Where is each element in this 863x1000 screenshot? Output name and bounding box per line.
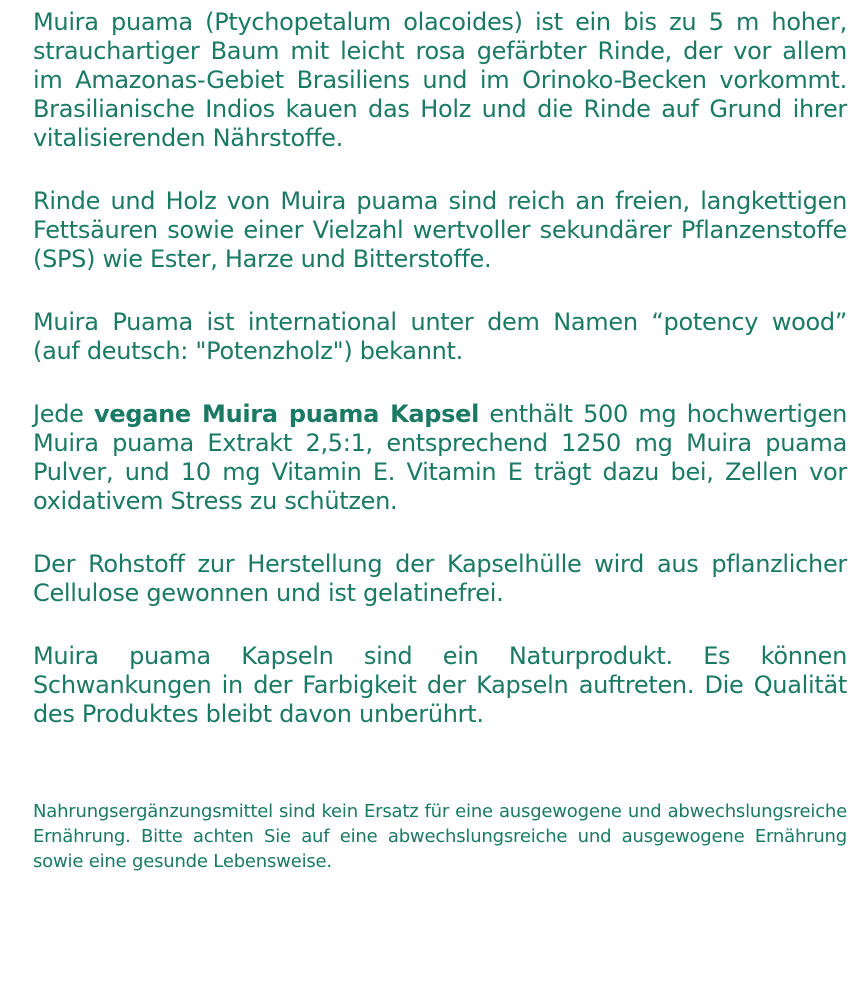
product-description [33, 8, 847, 874]
paragraph-natural-product: Muira puama Kapseln sind ein Naturprodukt. Es können Schwankungen in der Farbigkeit der Kapseln auftreten. Die Qualität des Produktes bleibt davon unberührt. [33, 642, 847, 728]
paragraph-capsule-shell: Der Rohstoff zur Herstellung der Kapselhülle wird aus pflanzlicher Cellulose gewonnen und ist gelatinefrei. [33, 550, 847, 607]
paragraph-name: Muira Puama ist international unter dem Namen “potency wood” (auf deutsch: "Potenzholz") bekannt. [33, 308, 847, 365]
paragraph-capsule-content [33, 400, 847, 516]
paragraph-ingredients: Rinde und Holz von Muira puama sind reich an freien, langkettigen Fettsäuren sowie einer Vielzahl wertvoller sekundärer Pflanzenstoffe (SPS) wie Ester, Harze und Bitterstoffe. [33, 187, 847, 273]
capsule-text-details: enthält 500 mg hochwertigen Muira puama Extrakt 2,5:1, entsprechend 1250 mg Muira puama Pulver, und 10 mg Vitamin E. Vitamin E trägt dazu bei, Zellen vor oxidativem Stress zu schützen. [33, 400, 847, 515]
paragraph-origin: Muira puama (Ptychopetalum olacoides) ist ein bis zu 5 m hoher, strauchartiger Baum mit leicht rosa gefärbter Rinde, der vor allem im Amazonas-Gebiet Brasiliens und im Orinoko-Becken vorkommt. Brasilianische Indios kauen das Holz und die Rinde auf Grund ihrer vitalisierenden Nährstoffe. [33, 8, 847, 152]
capsule-product-name: vegane Muira puama Kapsel [94, 400, 480, 428]
supplement-disclaimer: Nahrungsergänzungsmittel sind kein Ersatz für eine ausgewogene und abwechslungsreiche Ernährung. Bitte achten Sie auf eine abwechslungsreiche und ausgewogene Ernährung sowie eine gesunde Lebensweise. [33, 801, 847, 872]
capsule-text-intro: Jede [33, 400, 95, 428]
